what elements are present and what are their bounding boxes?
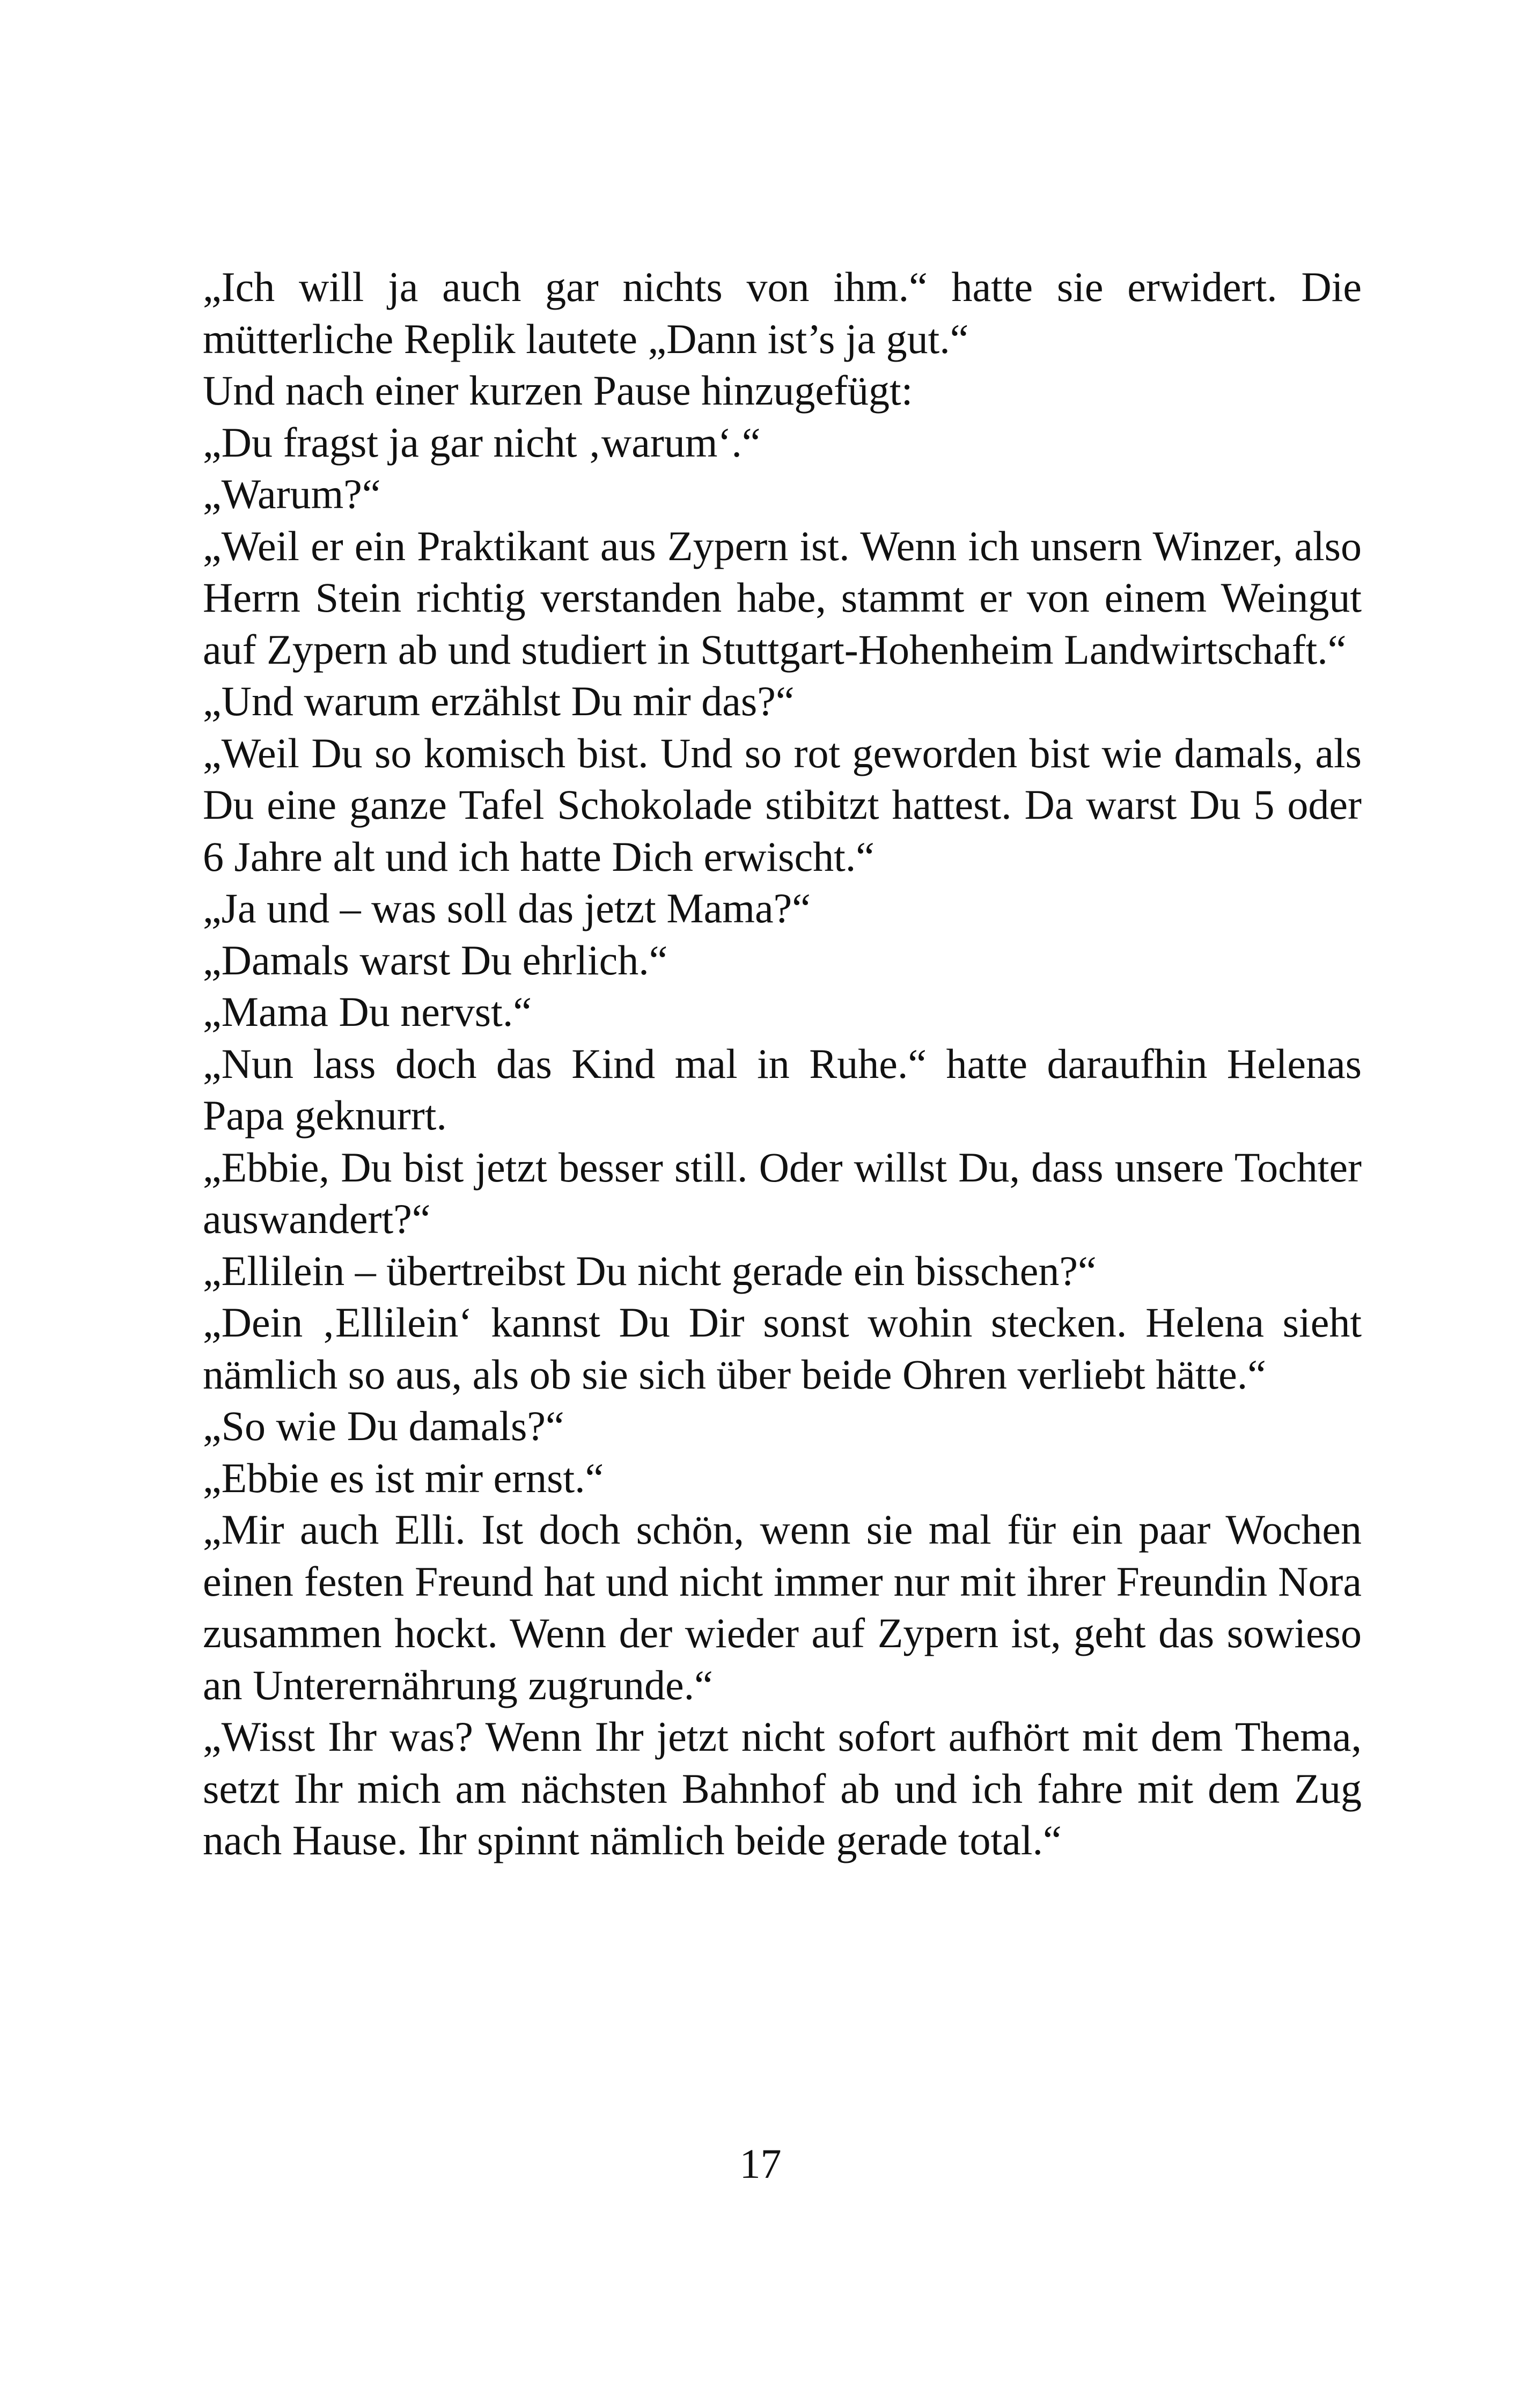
paragraph: „Wisst Ihr was? Wenn Ihr jetzt nicht sofort aufhört mit dem Thema, setzt Ihr mich am nächsten Bahnhof ab und ich fahre mit dem Zug nach Hause. Ihr spinnt nämlich beide gerade total.“ <box>203 1713 1362 1863</box>
paragraph: „Und warum erzählst Du mir das?“ <box>203 678 795 724</box>
paragraph: „Ellilein – übertreibst Du nicht gerade ein bisschen?“ <box>203 1247 1097 1294</box>
paragraph: „Damals warst Du ehrlich.“ <box>203 936 668 983</box>
paragraph: „Weil er ein Praktikant aus Zypern ist. Wenn ich unsern Winzer, also Herrn Stein richtig verstanden habe, stammt er von einem Weingut auf Zypern ab und studiert in Stuttgart-Hohenheim Landwirtschaft.“ <box>203 522 1362 673</box>
paragraph: „Dein ‚Ellilein‘ kannst Du Dir sonst wohin stecken. Helena sieht nämlich so aus, als ob sie sich über beide Ohren verliebt hätte.“ <box>203 1299 1362 1398</box>
paragraph: Und nach einer kurzen Pause hinzugefügt: <box>203 367 913 414</box>
paragraph: „Weil Du so komisch bist. Und so rot geworden bist wie damals, als Du eine ganze Tafel Schokolade stibitzt hattest. Da warst Du 5 oder 6 Jahre alt und ich hatte Dich erwischt.“ <box>203 729 1362 880</box>
paragraph: „Warum?“ <box>203 471 381 517</box>
page-number: 17 <box>739 2140 782 2187</box>
paragraph: „Ich will ja auch gar nichts von ihm.“ hatte sie erwidert. Die mütterliche Replik lautete „Dann ist’s ja gut.“ <box>203 263 1362 362</box>
paragraph: „So wie Du damals?“ <box>203 1403 564 1449</box>
paragraph: „Ebbie es ist mir ernst.“ <box>203 1454 604 1501</box>
paragraph: „Ja und – was soll das jetzt Mama?“ <box>203 885 811 931</box>
paragraph: „Ebbie, Du bist jetzt besser still. Oder willst Du, dass unsere Tochter auswandert?“ <box>203 1143 1362 1242</box>
paragraph: „Du fragst ja gar nicht ‚warum‘.“ <box>203 419 761 466</box>
paragraph: „Mir auch Elli. Ist doch schön, wenn sie mal für ein paar Wochen einen festen Freund hat und nicht immer nur mit ihrer Freundin Nora zusammen hockt. Wenn der wieder auf Zypern ist, geht das sowieso an Unterernährung zugrunde.“ <box>203 1506 1362 1708</box>
paragraph: „Nun lass doch das Kind mal in Ruhe.“ hatte daraufhin Helenas Papa geknurrt. <box>203 1040 1362 1139</box>
paragraph: „Mama Du nervst.“ <box>203 988 532 1035</box>
body-text <box>203 261 1362 1867</box>
